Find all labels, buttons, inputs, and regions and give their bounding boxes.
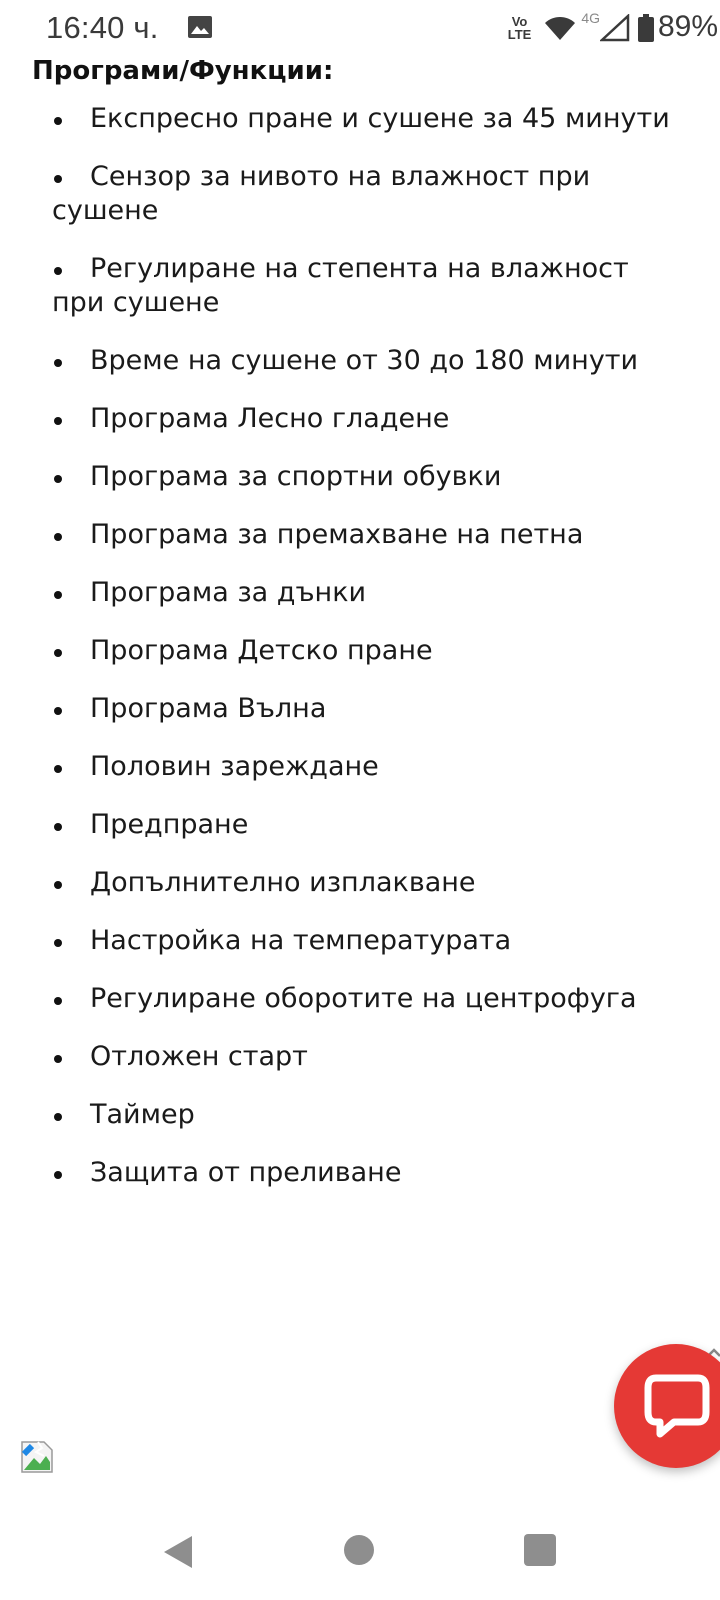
battery-percent: 89% xyxy=(657,10,718,43)
list-item-text: Програма Лесно гладене xyxy=(90,403,450,434)
list-item xyxy=(52,750,672,784)
list-item xyxy=(52,344,672,378)
chat-bubble-icon xyxy=(644,1374,710,1438)
navigation-bar xyxy=(0,1500,720,1600)
broken-image-icon xyxy=(20,1440,54,1474)
list-item-text: Настройка на температурата xyxy=(90,925,512,956)
status-bar xyxy=(0,0,720,58)
list-item-text: Регулиране на степента на влажност при сушене xyxy=(52,253,629,318)
volte-bottom: LTE xyxy=(507,27,532,42)
list-item-text: Таймер xyxy=(90,1099,195,1130)
list-item xyxy=(52,1098,672,1132)
list-item-text: Регулиране оборотите на центрофуга xyxy=(90,983,637,1014)
list-item xyxy=(52,518,672,552)
list-item xyxy=(52,808,672,842)
section-title: Програми/Функции: xyxy=(32,56,334,86)
list-item-text: Програма Вълна xyxy=(90,693,327,724)
home-icon[interactable] xyxy=(344,1535,374,1565)
battery-icon xyxy=(638,14,654,42)
recents-icon[interactable] xyxy=(524,1534,556,1566)
list-item-text: Експресно пране и сушене за 45 минути xyxy=(90,103,670,134)
list-item-text: Време на сушене от 30 до 180 минути xyxy=(90,345,639,376)
list-item-text: Програма за премахване на петна xyxy=(90,519,584,550)
signal-icon xyxy=(600,14,630,42)
feature-list xyxy=(52,102,672,1190)
list-item-text: Допълнително изплакване xyxy=(90,867,476,898)
status-icons xyxy=(507,8,718,48)
list-item-text: Програма Детско пране xyxy=(90,635,433,666)
list-item xyxy=(52,692,672,726)
list-item xyxy=(52,460,672,494)
list-item-text: Програма за спортни обувки xyxy=(90,461,502,492)
list-item xyxy=(52,102,672,136)
back-icon[interactable] xyxy=(160,1534,196,1570)
list-item-text: Половин зареждане xyxy=(90,751,379,782)
list-item-text: Защита от преливане xyxy=(90,1157,402,1188)
list-item xyxy=(52,866,672,900)
network-type: 4G xyxy=(581,10,600,26)
list-item-text: Отложен старт xyxy=(90,1041,308,1072)
list-item xyxy=(52,634,672,668)
status-time: 16:40 ч. xyxy=(46,10,159,45)
list-item xyxy=(52,576,672,610)
list-item-text: Програма за дънки xyxy=(90,577,367,608)
list-item xyxy=(52,1156,672,1190)
chat-button[interactable] xyxy=(614,1344,720,1468)
list-item xyxy=(52,982,672,1016)
list-item-text: Предпране xyxy=(90,809,249,840)
list-item xyxy=(52,1040,672,1074)
list-item xyxy=(52,402,672,436)
list-item xyxy=(52,160,672,228)
volte-top: Vo xyxy=(511,14,528,29)
list-item xyxy=(52,252,672,320)
list-item xyxy=(52,924,672,958)
wifi-icon xyxy=(543,14,577,42)
volte-indicator xyxy=(508,15,532,41)
list-item-text: Сензор за нивото на влажност при сушене xyxy=(52,161,591,226)
image-icon xyxy=(188,16,212,38)
